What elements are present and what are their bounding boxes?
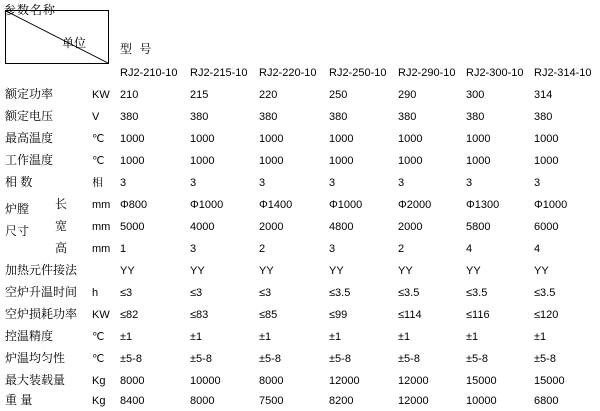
row-label: 长: [55, 197, 68, 211]
table-cell: 4800: [329, 221, 354, 233]
table-cell: Φ800: [120, 199, 148, 211]
table-header-box: [5, 10, 109, 64]
column-header: RJ2-220-10: [259, 67, 317, 79]
table-cell: ±1: [259, 331, 272, 343]
table-cell: YY: [259, 265, 274, 277]
table-cell: 1000: [466, 133, 491, 145]
row-label: 炉温均匀性: [5, 351, 66, 365]
row-label: 额定电压: [5, 109, 54, 123]
table-cell: ≤99: [329, 309, 348, 321]
row-unit: V: [92, 111, 100, 123]
table-cell: ±5-8: [466, 353, 488, 365]
table-cell: 2: [398, 243, 405, 255]
table-cell: YY: [190, 265, 205, 277]
row-label: 最高温度: [5, 131, 54, 145]
table-cell: 2000: [259, 221, 284, 233]
table-cell: 2: [259, 243, 266, 255]
table-cell: YY: [466, 265, 481, 277]
table-cell: ≤83: [190, 309, 209, 321]
table-cell: 5000: [120, 221, 145, 233]
table-cell: Φ1000: [534, 199, 568, 211]
table-cell: ±1: [398, 331, 411, 343]
table-cell: 12000: [398, 395, 429, 407]
row-unit: mm: [92, 199, 111, 211]
table-cell: 3: [190, 243, 197, 255]
header-parameter-name: 参数名称: [4, 3, 57, 17]
table-cell: 12000: [398, 375, 429, 387]
table-cell: ≤3.5: [466, 287, 488, 299]
row-unit: ℃: [92, 155, 105, 167]
table-cell: 3: [466, 177, 473, 189]
table-cell: Φ2000: [398, 199, 432, 211]
row-label: 加热元件接法: [5, 263, 78, 277]
table-cell: ±5-8: [398, 353, 420, 365]
table-cell: 3: [329, 177, 336, 189]
table-cell: 3: [120, 177, 127, 189]
row-label: 相 数: [5, 175, 33, 189]
column-header: RJ2-250-10: [329, 67, 387, 79]
table-cell: ≤85: [259, 309, 278, 321]
table-cell: YY: [398, 265, 413, 277]
table-cell: 1: [120, 243, 127, 255]
diagonal-divider-icon: [6, 11, 108, 63]
table-cell: Φ1000: [190, 199, 224, 211]
row-unit: ℃: [92, 331, 105, 343]
row-unit: ℃: [92, 133, 105, 145]
table-cell: YY: [534, 265, 549, 277]
column-header: RJ2-210-10: [120, 67, 178, 79]
table-cell: 5800: [466, 221, 491, 233]
table-cell: 3: [534, 177, 541, 189]
table-cell: ≤114: [398, 309, 422, 321]
group-label-line1: 炉膛: [5, 202, 30, 216]
row-label: 空炉升温时间: [5, 285, 78, 299]
group-label-line2: 尺寸: [5, 224, 30, 238]
table-cell: 210: [120, 89, 139, 101]
row-label: 工作温度: [5, 153, 54, 167]
row-unit: Kg: [92, 375, 106, 387]
row-unit: mm: [92, 221, 111, 233]
table-cell: 8000: [190, 395, 215, 407]
table-cell: 380: [329, 111, 348, 123]
table-cell: 380: [259, 111, 278, 123]
table-cell: ≤3: [259, 287, 272, 299]
table-cell: 4: [534, 243, 541, 255]
table-cell: 1000: [259, 155, 284, 167]
table-cell: ≤82: [120, 309, 139, 321]
row-unit: mm: [92, 243, 111, 255]
table-cell: 15000: [466, 375, 497, 387]
row-label: 高: [55, 241, 68, 255]
table-cell: 4000: [190, 221, 215, 233]
column-header: RJ2-215-10: [190, 67, 248, 79]
table-cell: 1000: [398, 133, 423, 145]
table-cell: 3: [190, 177, 197, 189]
table-cell: ±1: [534, 331, 547, 343]
table-cell: ≤116: [466, 309, 490, 321]
header-unit: 单位: [62, 36, 87, 50]
column-header: RJ2-314-10: [534, 67, 592, 79]
table-cell: 1000: [534, 155, 559, 167]
table-cell: 3: [329, 243, 336, 255]
table-cell: ≤3.5: [398, 287, 420, 299]
table-cell: YY: [329, 265, 344, 277]
table-cell: 314: [534, 89, 553, 101]
table-cell: 2000: [398, 221, 423, 233]
table-cell: 3: [259, 177, 266, 189]
row-label: 宽: [55, 219, 68, 233]
header-model: 型 号: [120, 42, 154, 56]
table-cell: ±1: [190, 331, 203, 343]
table-cell: ≤3: [190, 287, 203, 299]
table-cell: 300: [466, 89, 485, 101]
table-cell: Φ1400: [259, 199, 293, 211]
table-cell: 10000: [190, 375, 221, 387]
row-unit: KW: [92, 89, 110, 101]
table-cell: 290: [398, 89, 417, 101]
table-cell: ≤3: [120, 287, 133, 299]
table-cell: Φ1300: [466, 199, 500, 211]
table-cell: 1000: [329, 155, 354, 167]
table-cell: 8200: [329, 395, 354, 407]
table-cell: 10000: [466, 395, 497, 407]
row-unit: KW: [92, 309, 110, 321]
table-cell: 1000: [120, 155, 145, 167]
table-cell: 380: [190, 111, 209, 123]
table-cell: ±1: [466, 331, 479, 343]
table-cell: 15000: [534, 375, 565, 387]
table-cell: 1000: [190, 133, 215, 145]
table-cell: 1000: [190, 155, 215, 167]
table-cell: ±5-8: [534, 353, 556, 365]
table-cell: 8400: [120, 395, 145, 407]
table-cell: 8000: [259, 375, 284, 387]
row-label: 重 量: [5, 393, 33, 407]
table-cell: 4: [466, 243, 473, 255]
table-cell: 1000: [466, 155, 491, 167]
row-label: 空炉损耗功率: [5, 307, 78, 321]
table-cell: 380: [534, 111, 553, 123]
table-cell: ±1: [329, 331, 342, 343]
table-cell: 7500: [259, 395, 284, 407]
table-cell: 380: [398, 111, 417, 123]
table-cell: ±1: [120, 331, 133, 343]
table-cell: 3: [398, 177, 405, 189]
table-cell: 250: [329, 89, 348, 101]
table-cell: 380: [466, 111, 485, 123]
table-cell: 220: [259, 89, 278, 101]
table-cell: ≤120: [534, 309, 559, 321]
table-cell: 1000: [120, 133, 145, 145]
column-header: RJ2-290-10: [398, 67, 456, 79]
table-cell: Φ1000: [329, 199, 363, 211]
table-cell: ±5-8: [259, 353, 281, 365]
table-cell: 12000: [329, 375, 360, 387]
table-cell: ≤3.5: [329, 287, 351, 299]
table-cell: 380: [120, 111, 139, 123]
table-cell: ≤3.5: [534, 287, 556, 299]
table-cell: 6800: [534, 395, 559, 407]
table-cell: YY: [120, 265, 135, 277]
row-label: 额定功率: [5, 87, 54, 101]
table-cell: 1000: [534, 133, 559, 145]
table-cell: 215: [190, 89, 209, 101]
row-unit: 相: [92, 177, 103, 189]
column-header: RJ2-300-10: [466, 67, 524, 79]
row-unit: ℃: [92, 353, 105, 365]
row-unit: Kg: [92, 395, 106, 407]
table-cell: 1000: [329, 133, 354, 145]
row-label: 最大装载量: [5, 373, 66, 387]
table-cell: ±5-8: [120, 353, 142, 365]
table-cell: ±5-8: [190, 353, 212, 365]
table-cell: 8000: [120, 375, 145, 387]
table-cell: 1000: [259, 133, 284, 145]
table-cell: ±5-8: [329, 353, 351, 365]
table-cell: 6000: [534, 221, 559, 233]
row-unit: h: [92, 287, 99, 299]
row-label: 控温精度: [5, 329, 54, 343]
table-cell: 1000: [398, 155, 423, 167]
